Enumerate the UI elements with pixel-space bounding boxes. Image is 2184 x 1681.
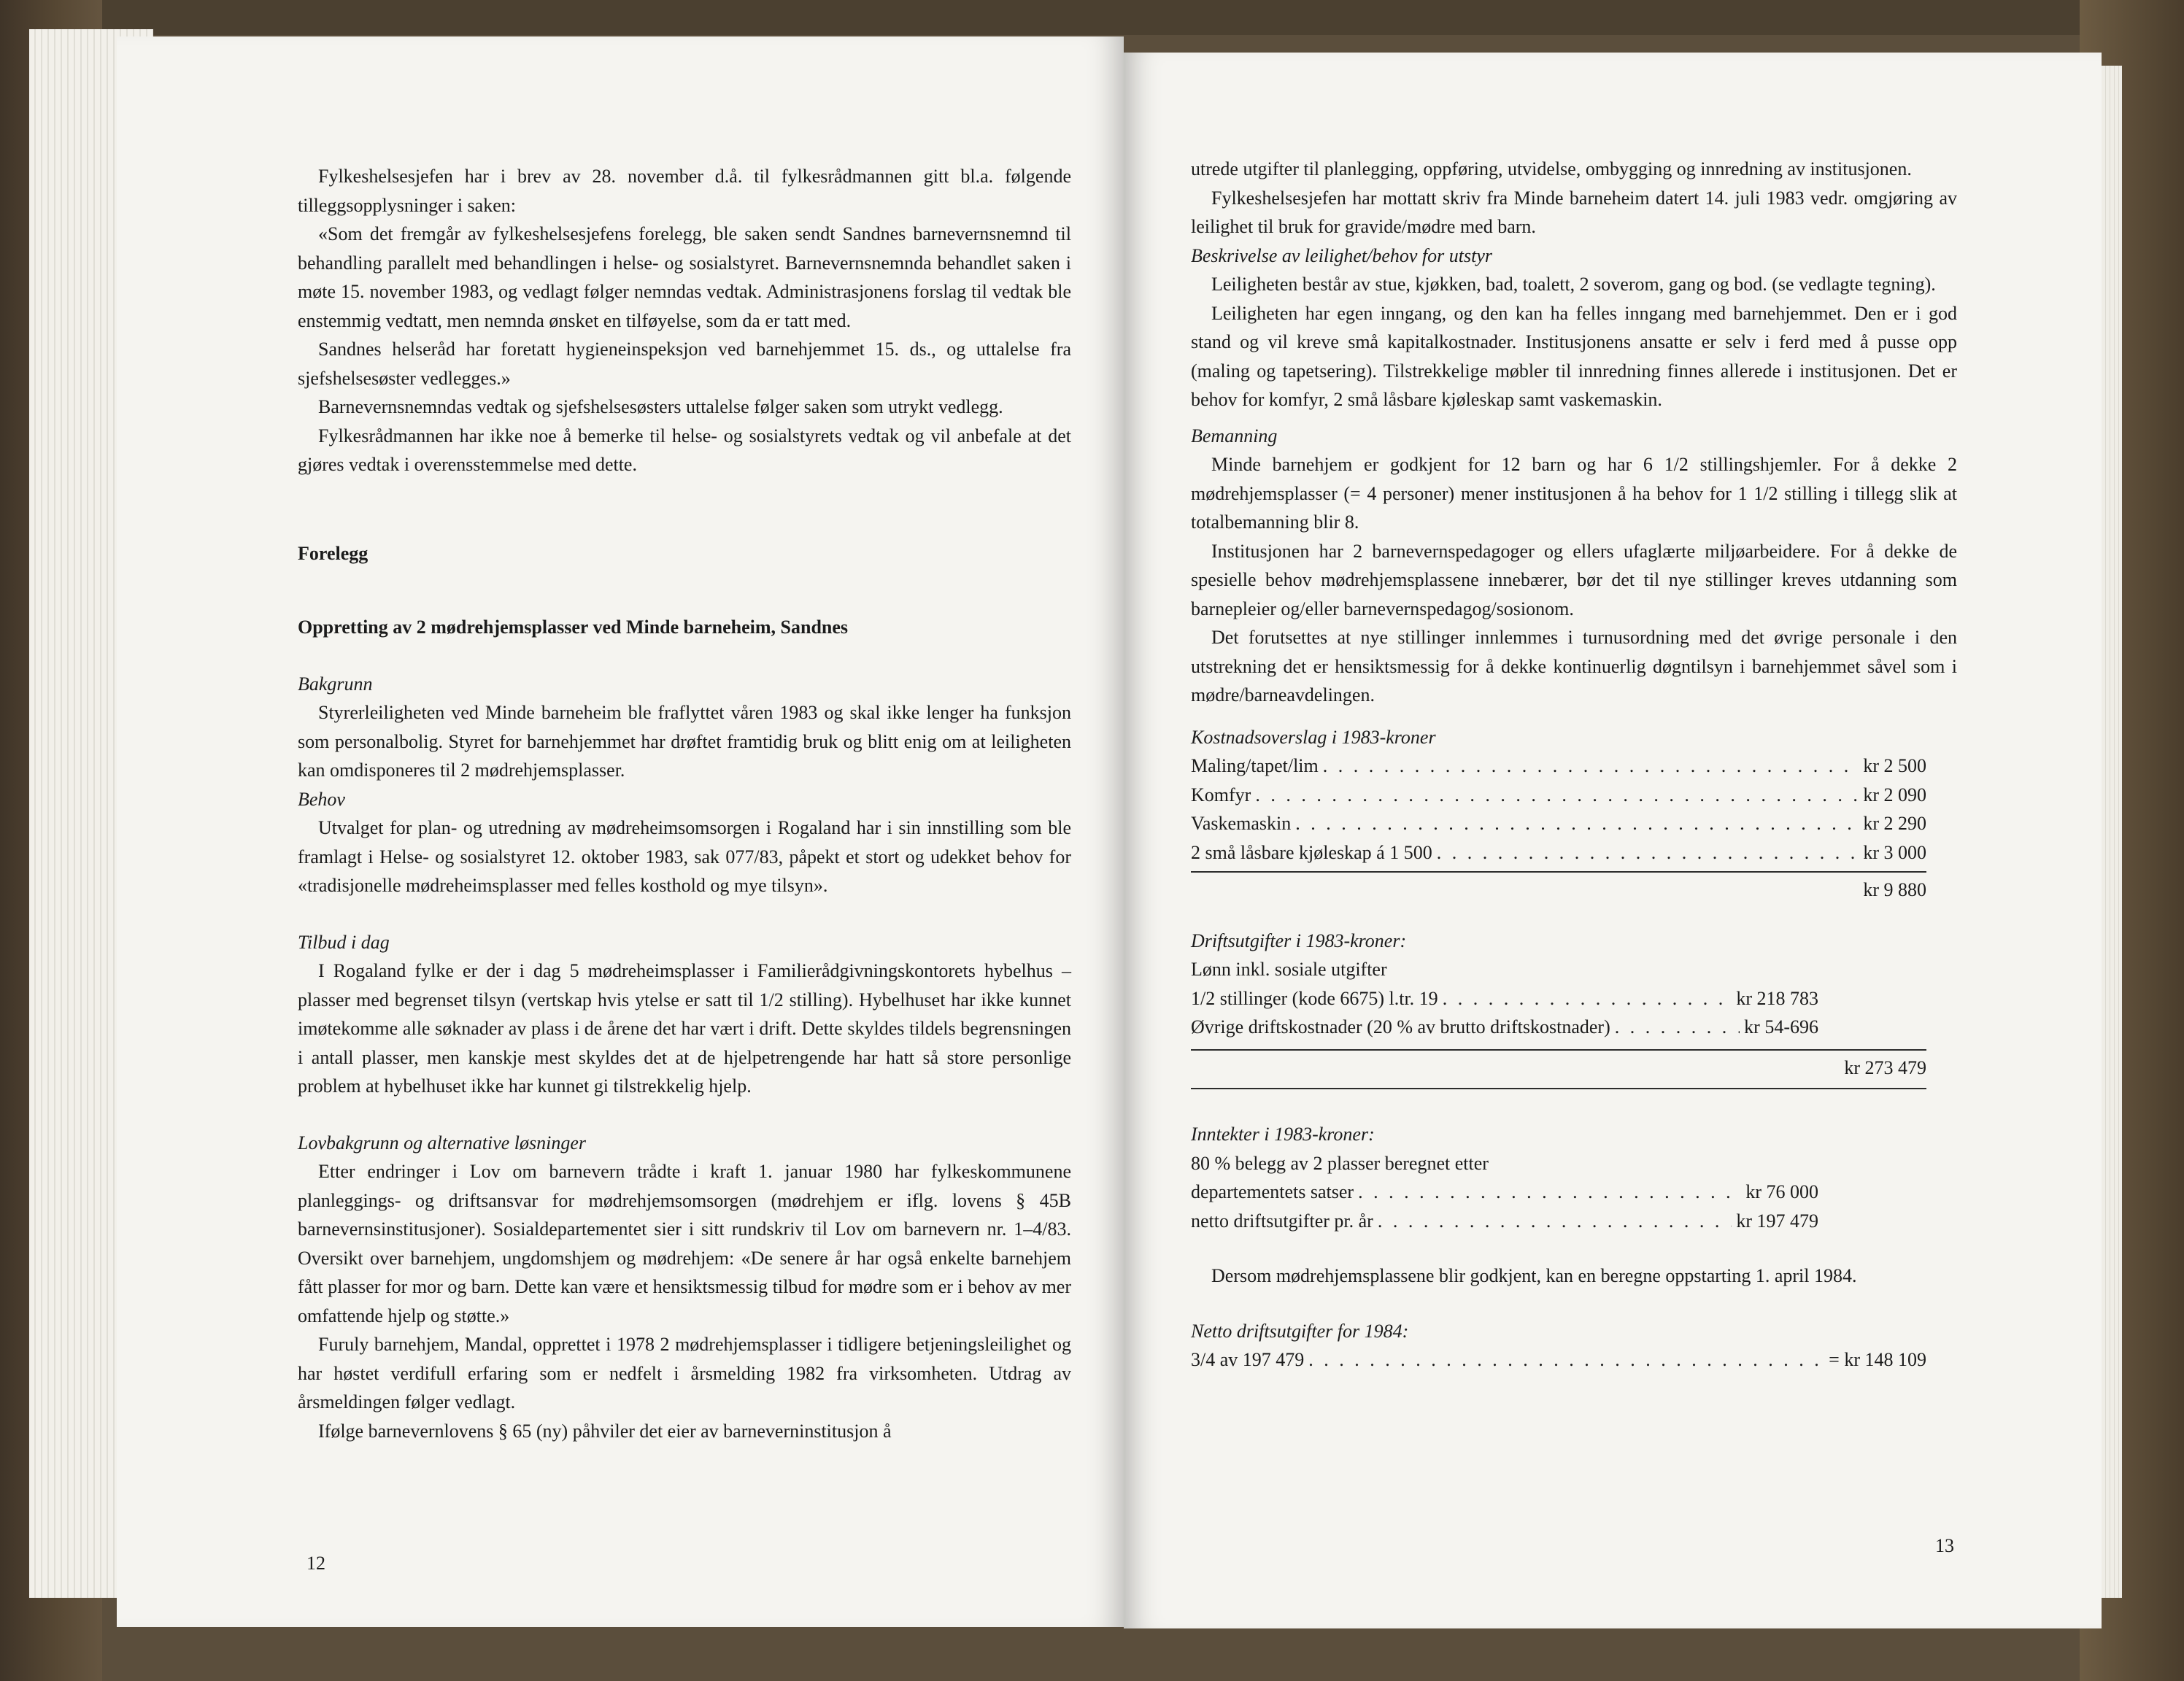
drift-row: 1/2 stillinger (kode 6675) l.tr. 19 . . . kr 218 783 xyxy=(1191,984,1818,1013)
paragraph: Fylkeshelsesjefen har mottatt skriv fra Minde barneheim datert 14. juli 1983 vedr. omgjøring av leilighet til bruk for gravide/mødre med barn. xyxy=(1191,187,1957,237)
left-page-column xyxy=(298,162,1071,1445)
bemanning-paragraph: Institusjonen har 2 barnevernspedagoger og ellers ufaglærte miljøarbeidere. For å dekke de spesielle behov mødrehjemsplassene innebærer, bør det til nye stillinger kreves utdanning som barnepleier og/eller barnevernspedagog/sosionom. xyxy=(1191,540,1957,619)
page-edge-right xyxy=(2102,66,2122,1598)
intro-paragraph: Fylkesrådmannen har ikke noe å bemerke til helse- og sosialstyrets vedtak og vil anbefale at det gjøres vedtak i overensstemmelse med dette. xyxy=(298,425,1071,475)
beskrivelse-heading: Beskrivelse av leilighet/behov for utstyr xyxy=(1191,244,1492,266)
continuation-paragraph: utrede utgifter til planlegging, oppføring, utvidelse, ombygging og innredning av institusjonen. xyxy=(1191,158,1912,179)
inntekt-row: departementets satser . . . kr 76 000 xyxy=(1191,1178,1818,1207)
kostnad-row: Maling/tapet/lim . . . kr 2 500 xyxy=(1191,751,1926,781)
bemanning-paragraph: Det forutsettes at nye stillinger innlemmes i turnusordning med det øvrige personale i den utstrekning det er hensiktsmessig for å dekke kontinuerlig døgntilsyn i barnehjemmet såvel som i mødre/barneavdelingen. xyxy=(1191,627,1957,706)
beskrivelse-paragraph: Leiligheten har egen inngang, og den kan ha felles inngang med barnehjemmet. Den er i god stand og vil kreve små kapitalkostnader. Institusjonens ansatte er selv i ferd med å pusse opp (maling og tapetsering). Tilstrekkelige møbler til innredning finnes allerede i institusjonen. Det er behov for komfyr, 2 små låsbare kjøleskap samt vaskemaskin. xyxy=(1191,302,1957,410)
document-title: Oppretting av 2 mødrehjemsplasser ved Minde barneheim, Sandnes xyxy=(298,617,849,638)
intro-paragraph: «Som det fremgår av fylkeshelsesjefens forelegg, ble saken sendt Sandnes barnevernsnemnd til behandling parallelt med behandlingen i helse- og sosialstyret. Barnevernsnemnda behandlet saken i møte 15. november 1983, og vedlagt følger nemndas vedtak. Administrasjonens forslag til vedtak ble enstemmig vedtatt, men nemnda ønsket en tilføyelse, som da er tatt med. xyxy=(298,223,1071,331)
drift-row: Øvrige driftskostnader (20 % av brutto driftskostnader) . . . kr 54-696 xyxy=(1191,1013,1818,1042)
behov-paragraph: Utvalget for plan- og utredning av mødreheimsomsorgen i Rogaland har i sin innstilling som ble framlagt i Helse- og sosialstyret 12. oktober 1983, sak 077/83, påpekt et stort og udekket behov for «tradisjonelle mødreheimsplasser med felles kosthold og mye tilsyn». xyxy=(298,817,1071,896)
intro-paragraph: Barnevernsnemndas vedtak og sjefshelsesøsters uttalelse følger saken som utrykt vedlegg. xyxy=(318,396,1003,417)
inntekt-row: netto driftsutgifter pr. år . . . kr 197 479 xyxy=(1191,1207,1818,1236)
netto-row: 3/4 av 197 479 . . . = kr 148 109 xyxy=(1191,1345,1926,1375)
sum-rule xyxy=(1191,1049,1926,1051)
bakgrunn-paragraph: Styrerleiligheten ved Minde barneheim ble fraflyttet våren 1983 og skal ikke lenger ha funksjon som personalbolig. Styret for barnehjemmet har drøftet framtidig bruk og blitt enig om at leiligheten kan omdisponeres til 2 mødrehjemsplasser. xyxy=(298,702,1071,781)
drift-heading: Driftsutgifter i 1983-kroner: xyxy=(1191,930,1407,951)
lovbakgrunn-heading: Lovbakgrunn og alternative løsninger xyxy=(298,1132,587,1153)
tilbud-heading: Tilbud i dag xyxy=(298,931,390,953)
oppstart-paragraph: Dersom mødrehjemsplassene blir godkjent, kan en beregne oppstarting 1. april 1984. xyxy=(1211,1265,1857,1286)
inntekt-line: 80 % belegg av 2 plasser beregnet etter xyxy=(1191,1152,1489,1174)
inntekt-heading: Inntekter i 1983-kroner: xyxy=(1191,1124,1375,1145)
drift-table xyxy=(1191,955,1926,1089)
right-page-column xyxy=(1191,155,1957,1375)
kostnad-heading: Kostnadsoverslag i 1983-kroner xyxy=(1191,726,1436,748)
intro-paragraph: Fylkeshelsesjefen har i brev av 28. november d.å. til fylkesrådmannen gitt bl.a. følgende tilleggsopplysninger i saken: xyxy=(298,166,1071,216)
kostnad-row: 2 små låsbare kjøleskap á 1 500 . . . kr 3 000 xyxy=(1191,838,1926,867)
sum-rule xyxy=(1191,871,1926,873)
kostnad-total: kr 9 880 xyxy=(1863,879,1926,900)
forelegg-heading: Forelegg xyxy=(298,542,368,564)
netto-heading: Netto driftsutgifter for 1984: xyxy=(1191,1320,1409,1342)
left-page-number: 12 xyxy=(306,1553,325,1574)
lovbakgrunn-paragraph: Furuly barnehjem, Mandal, opprettet i 1978 2 mødrehjemsplasser i tidligere betjeningsleilighet og har høstet verdifull erfaring som er nedfelt i årsmelding 1982 fra virksomheten. Utdrag av årsmeldingen følger vedlagt. xyxy=(298,1334,1071,1413)
intro-paragraph: Sandnes helseråd har foretatt hygieneinspeksjon ved barnehjemmet 15. ds., og uttalelse fra sjefshelsesøster vedlegges.» xyxy=(298,339,1071,389)
drift-line: Lønn inkl. sosiale utgifter xyxy=(1191,959,1387,980)
kostnad-table xyxy=(1191,751,1926,905)
right-page-number: 13 xyxy=(1935,1535,1954,1556)
drift-total: kr 273 479 xyxy=(1844,1056,1926,1078)
inntekt-table xyxy=(1191,1149,1818,1236)
sum-rule xyxy=(1191,1088,1926,1089)
beskrivelse-paragraph: Leiligheten består av stue, kjøkken, bad, toalett, 2 soverom, gang og bod. (se vedlagte tegning). xyxy=(1211,274,1936,295)
kostnad-row: Vaskemaskin . . . kr 2 290 xyxy=(1191,809,1926,838)
lovbakgrunn-paragraph: Etter endringer i Lov om barnevern trådte i kraft 1. januar 1980 har fylkeskommunene planleggings- og driftsansvar for mødrehjemsomsorgen (mødrehjem er iflg. lovens § 45B barnevernsinstitusjoner). Sosialdepartementet sier i sitt rundskriv til Lov om barnevern nr. 1–4/83. Oversikt over barnehjem, ungdomshjem og mødrehjem: «De senere år har også enkelte barnehjem fått plasser for mor og barn. Dette kan være et hensiktsmessig tilbud for mødre som er i behov av mer omfattende hjelp og støtte.» xyxy=(298,1161,1071,1326)
top-background xyxy=(0,0,2184,35)
lovbakgrunn-paragraph: Ifølge barnevernlovens § 65 (ny) påhviler det eier av barneverninstitusjon å xyxy=(318,1420,892,1442)
behov-heading: Behov xyxy=(298,788,345,810)
bakgrunn-heading: Bakgrunn xyxy=(298,673,373,695)
tilbud-paragraph: I Rogaland fylke er der i dag 5 mødreheimsplasser i Familierådgivningskontorets hybelhus – plasser med begrenset tilsyn (vertskap hvis ytelse er satt til 1/2 stilling). Hybelhuset har ikke kunnet imøtekomme alle søknader av plass i de årene det har vært i drift. Dette skyldes tildels begrensningen i antall plasser, men kanskje mest skyldes det at de hjelpetrengende har hatt så store personlige problem at hybelhuset ikke har kunnet gi tilstrekkelig hjelp. xyxy=(298,960,1071,1097)
netto-table xyxy=(1191,1345,1926,1375)
kostnad-row: Komfyr . . . kr 2 090 xyxy=(1191,781,1926,810)
bemanning-heading: Bemanning xyxy=(1191,425,1278,447)
bemanning-paragraph: Minde barnehjem er godkjent for 12 barn og har 6 1/2 stillingshjemler. For å dekke 2 mødrehjemsplasser (= 4 personer) mener institusjonen å ha behov for 1 1/2 stilling i tillegg slik at totalbemanning blir 8. xyxy=(1191,454,1957,533)
